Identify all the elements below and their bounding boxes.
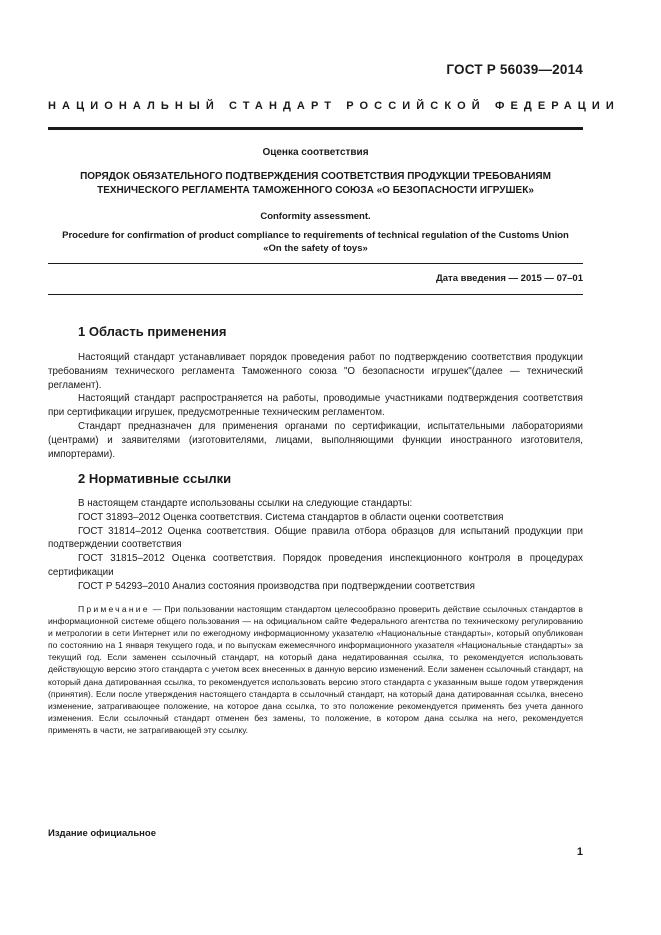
note-text: — При пользовании настоящим стандартом целесообразно проверить действие ссылочных стандартов в информационной системе общего пользования — на официальном сайте Федерального агентства по техническому регулированию и метрологии в сети Интернет или по ежегодному информационному указателю «Национальные стандарты», который опубликован по состоянию на 1 января текущего года, и по выпускам ежемесячного информационного указателя «Национальные стандарты» за текущий год. Если заменен ссылочный стандарт, на который дана недатированная ссылка, то рекомендуется использовать действующую версию этого стандарта с учетом всех внесенных в данную версию изменений. Если заменен ссылочный стандарт, на который дана датированная ссылка, то рекомендуется использовать версию этого стандарта с указанным выше годом утверждения (принятия). Если после утверждения настоящего стандарта в ссылочный стандарт, на который дана датированная ссылка, внесено изменение, затрагивающее положение, на которое дана ссылка, то это положение рекомендуется применять без учета данного изменения. Если ссылочный стандарт отменен без замены, то положение, в котором дана ссылка на него, рекомендуется применять в части, не затрагивающей эту ссылку.: [48, 604, 583, 735]
reference-item: ГОСТ 31814–2012 Оценка соответствия. Общие правила отбора образцов для испытаний продукции при подтверждении соответствия: [48, 525, 583, 551]
paragraph: Стандарт предназначен для применения органами по сертификации, испытательными лабораториями (центрами) и заявителями (изготовителями, лицами, выполняющими функции иностранного изготовителя, импортерами).: [48, 420, 583, 460]
section-body-scope: [48, 351, 583, 461]
date-divider: [48, 294, 583, 295]
title-divider: [48, 263, 583, 264]
paragraph: В настоящем стандарте использованы ссылки на следующие стандарты:: [78, 498, 413, 509]
reference-item: ГОСТ 31893–2012 Оценка соответствия. Система стандартов в области оценки соответствия: [78, 511, 504, 523]
section-heading-references: 2 Нормативные ссылки: [78, 471, 232, 486]
ru-title-line: ПОРЯДОК ОБЯЗАТЕЛЬНОГО ПОДТВЕРЖДЕНИЯ СООТВЕТСТВИЯ ПРОДУКЦИИ ТРЕБОВАНИЯМ: [80, 171, 551, 182]
introduction-date: Дата введения — 2015 — 07–01: [435, 273, 583, 284]
document-number: ГОСТ Р 56039—2014: [446, 62, 583, 77]
reference-item: ГОСТ Р 54293–2010 Анализ состояния производства при подтверждении соответствия: [78, 580, 475, 592]
header-divider: [48, 127, 583, 130]
ru-title: [48, 170, 583, 198]
ru-title-line: ТЕХНИЧЕСКОГО РЕГЛАМЕНТА ТАМОЖЕННОГО СОЮЗА «О БЕЗОПАСНОСТИ ИГРУШЕК»: [97, 185, 534, 196]
page-number: 1: [576, 846, 583, 858]
section-body-references: [48, 497, 583, 594]
en-title-line: Procedure for confirmation of product compliance to requirements of technical regulation of the Customs Union: [62, 230, 569, 241]
paragraph: Настоящий стандарт устанавливает порядок проведения работ по подтверждению соответствия продукции требованиям технического регламента Таможенного союза "О безопасности игрушек"(далее — технический регламент).: [48, 352, 583, 391]
en-subtitle: Conformity assessment.: [260, 211, 371, 222]
ru-subtitle: Оценка соответствия: [262, 147, 369, 158]
edition-label: Издание официальное: [48, 828, 156, 839]
section-heading-scope: 1 Область применения: [78, 324, 227, 339]
reference-item: ГОСТ 31815–2012 Оценка соответствия. Порядок проведения инспекционного контроля в процедурах сертификации: [48, 553, 583, 578]
en-title-line: «On the safety of toys»: [263, 243, 368, 254]
note: [48, 603, 583, 736]
note-label: Примечание: [78, 604, 150, 614]
paragraph: Настоящий стандарт распространяется на работы, проводимые участниками подтверждения соответствия при сертификации игрушек, предусмотренные техническим регламентом.: [48, 393, 583, 419]
standard-title: НАЦИОНАЛЬНЫЙ СТАНДАРТ РОССИЙСКОЙ ФЕДЕРАЦИИ: [48, 100, 620, 112]
en-title: [48, 229, 583, 255]
